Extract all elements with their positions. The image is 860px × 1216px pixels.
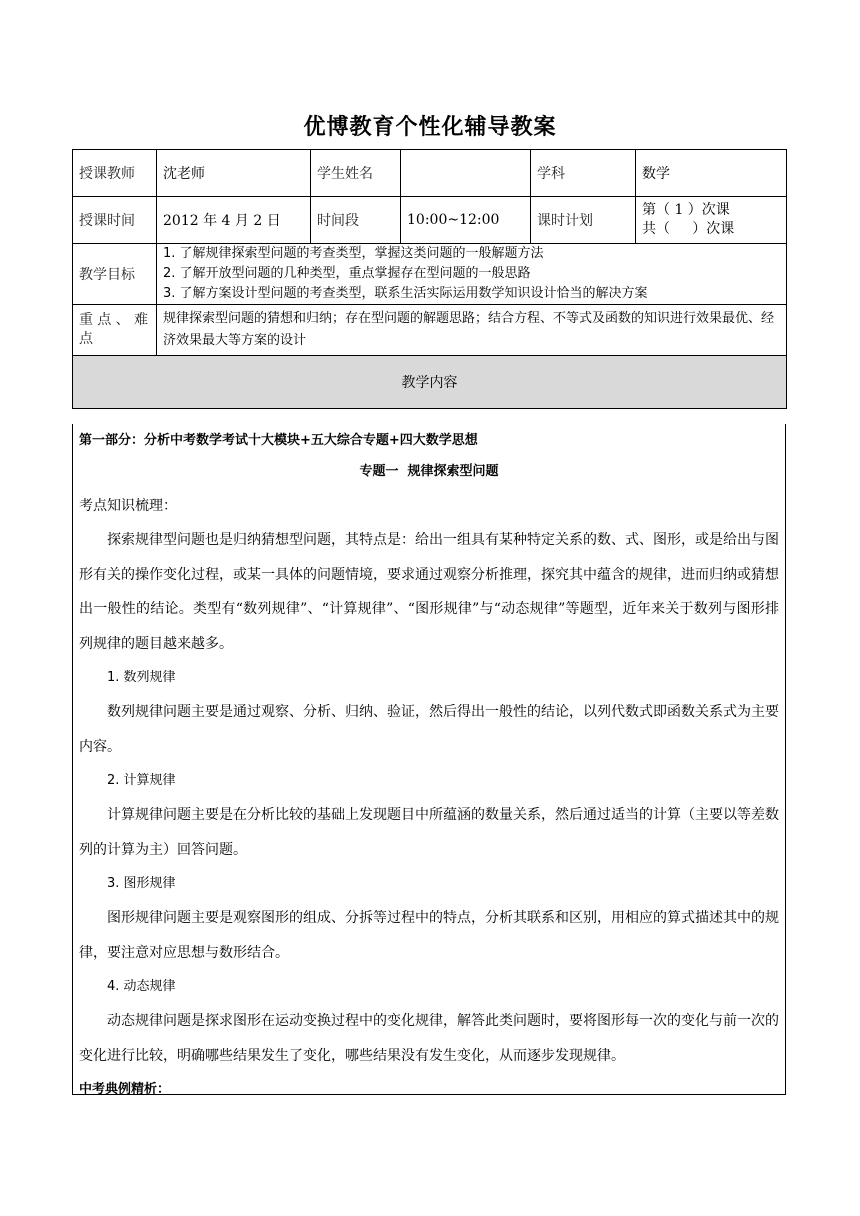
table-row: [73, 305, 787, 356]
goals-label: 教学目标: [73, 244, 157, 305]
part-title: 第一部分：分析中考数学考试十大模块+五大综合专题+四大数学思想: [79, 433, 478, 448]
table-row: [73, 197, 787, 244]
section-heading: 1. 数列规律: [107, 670, 176, 685]
plan-line-total: 共（ ）次课: [642, 221, 735, 237]
section-heading: 2. 计算规律: [107, 773, 176, 788]
table-row: [73, 356, 787, 409]
goals-value: [157, 244, 787, 305]
table-row: [73, 244, 787, 305]
page-title: 优博教育个性化辅导教案: [303, 115, 557, 140]
goal-item: 1. 了解规律探索型问题的考查类型，掌握这类问题的一般解题方法: [163, 246, 544, 261]
intro-paragraph: 探索规律型问题也是归纳猜想型问题，其特点是：给出一组具有某种特定关系的数、式、图形，或是给出与图形有关的操作变化过程，或某一具体的问题情境，要求通过观察分析推理，探究其中蕴含的规律，进而归纳或猜想出一般性的结论。类型有“数列规律”、“计算规律”、“图形规律”与“动态规律”等题型，近年来关于数列与图形排列规律的题目越来越多。: [79, 532, 779, 652]
section-text: 数列规律问题主要是通过观察、分析、归纳、验证，然后得出一般性的结论，以列代数式即函数关系式为主要内容。: [79, 704, 779, 755]
knowledge-label: 考点知识梳理：: [79, 498, 177, 514]
plan-line-current: 第（ 1 ）次课: [642, 202, 730, 218]
topic-title: 专题一 规律探索型问题: [359, 464, 499, 479]
lesson-content: [72, 424, 786, 1095]
key-value: 规律探索型问题的猜想和归纳；存在型问题的解题思路；结合方程、不等式及函数的知识进行效果最优、经济效果最大等方案的设计: [157, 305, 787, 356]
section-text: 计算规律问题主要是在分析比较的基础上发现题目中所蕴涵的数量关系，然后通过适当的计算（主要以等差数列的计算为主）回答问题。: [79, 807, 779, 858]
student-value: [401, 150, 531, 197]
lesson-info-table: [72, 149, 787, 409]
key-label: 重点、难点: [73, 305, 157, 356]
section-heading: 3. 图形规律: [107, 876, 176, 891]
teacher-value: 沈老师: [157, 150, 311, 197]
period-label: 时间段: [311, 197, 401, 244]
example-label: 中考典例精析：: [79, 1082, 171, 1097]
subject-value: 数学: [636, 150, 787, 197]
student-label: 学生姓名: [311, 150, 401, 197]
period-value: 10:00~12:00: [401, 197, 531, 244]
date-value: 2012 年 4 月 2 日: [157, 197, 311, 244]
section-text: 动态规律问题是探求图形在运动变换过程中的变化规律，解答此类问题时，要将图形每一次的变化与前一次的变化进行比较，明确哪些结果发生了变化，哪些结果没有发生变化，从而逐步发现规律。: [79, 1013, 779, 1064]
plan-value: [636, 197, 787, 244]
goal-item: 3. 了解方案设计型问题的考查类型，联系生活实际运用数学知识设计恰当的解决方案: [163, 286, 648, 301]
plan-label: 课时计划: [531, 197, 636, 244]
content-header: 教学内容: [73, 356, 787, 409]
section-text: 图形规律问题主要是观察图形的组成、分拆等过程中的特点，分析其联系和区别，用相应的算式描述其中的规律，要注意对应思想与数形结合。: [79, 910, 779, 961]
section-heading: 4. 动态规律: [107, 979, 176, 994]
date-label: 授课时间: [73, 197, 157, 244]
table-row: [73, 150, 787, 197]
subject-label: 学科: [531, 150, 636, 197]
teacher-label: 授课教师: [73, 150, 157, 197]
goal-item: 2. 了解开放型问题的几种类型，重点掌握存在型问题的一般思路: [163, 266, 531, 281]
